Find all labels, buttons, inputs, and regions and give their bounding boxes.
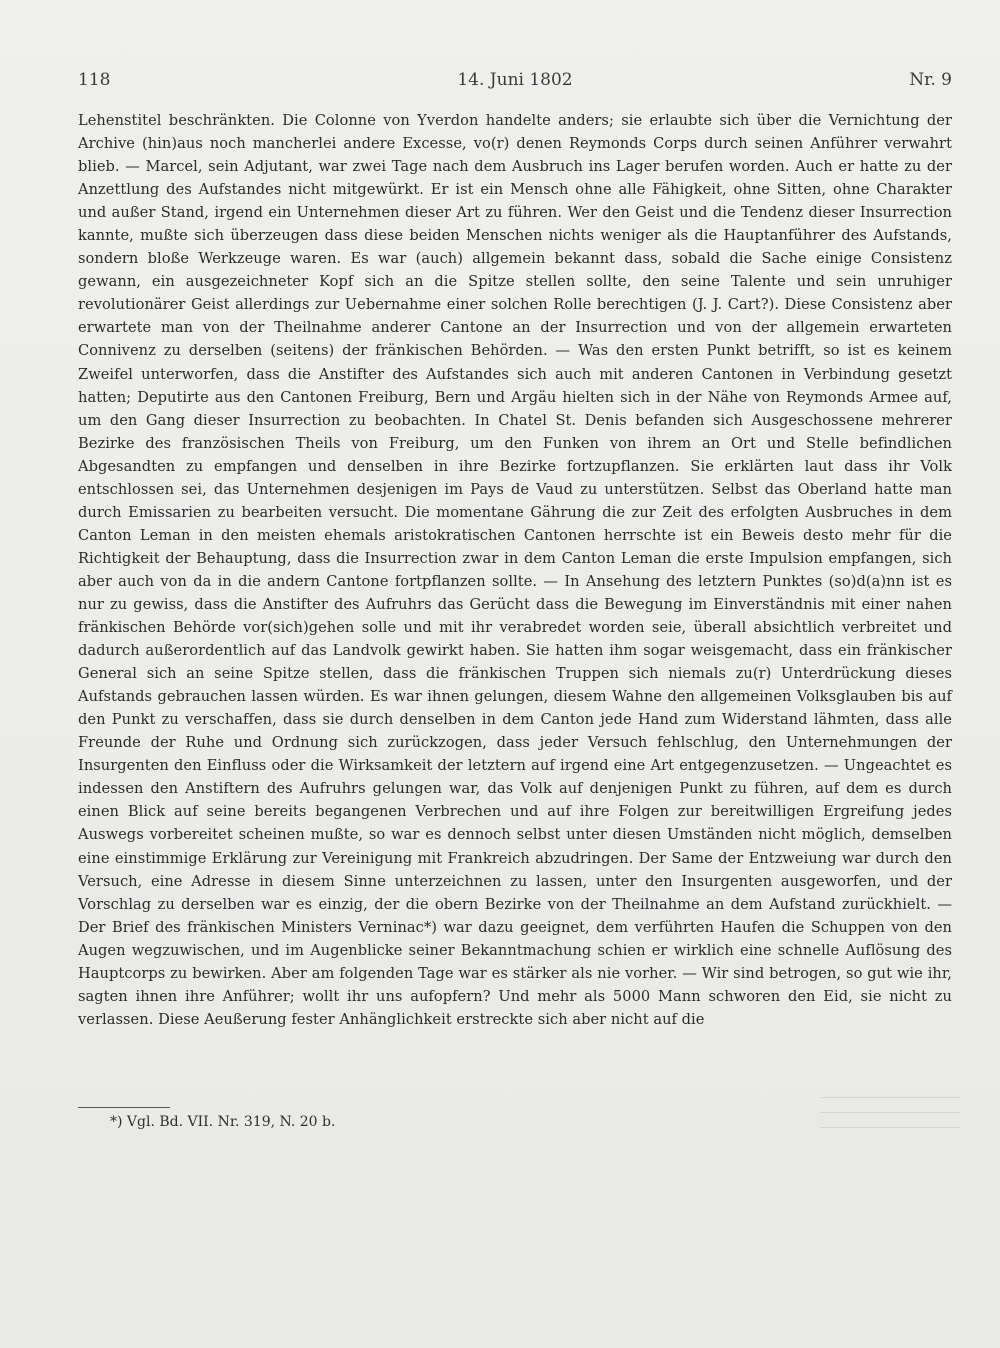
body-text: Lehenstitel beschränkten. Die Colonne von Yverdon handelte anders; sie erlaubte sich über die Vernichtung der Archive (hin)aus noch mancherlei andere Excesse, vo(r) denen Reymonds Corps durch seinen Anführer verwahrt blieb. — Marcel, sein Adjutant, war zwei Tage nach dem Ausbruch ins Lager berufen worden. Auch er hatte zu der Anzettlung des Aufstandes nicht mitgewürkt. Er ist ein Mensch ohne alle Fähigkeit, ohne Sitten, ohne Charakter und außer Stand, irgend ein Unternehmen dieser Art zu führen. Wer den Geist und die Tendenz dieser Insurrection kannte, mußte sich überzeugen dass diese beiden Menschen nichts weniger als die Hauptanführer des Aufstands, sondern bloße Werkzeuge waren. Es war (auch) allgemein bekannt dass, sobald die Sache einige Consistenz gewann, ein ausgezeichneter Kopf sich an die Spitze stellen sollte, den seine Talente und sein unruhiger revolutionärer Geist allerdings zur Uebernahme einer solchen Rolle berechtigen (J. J. Cart?). Diese Consistenz aber erwartete man von der Theilnahme anderer Cantone an der Insurrection und von der allgemein erwarteten Connivenz zu derselben (seitens) der fränkischen Behörden. — Was den ersten Punkt betrifft, so ist es keinem Zweifel unterworfen, dass die Anstifter des Aufstandes sich auch mit anderen Cantonen in Verbindung gesetzt hatten; Deputirte aus den Cantonen Freiburg, Bern und Argäu hielten sich in der Nähe von Reymonds Armee auf, um den Gang dieser Insurrection zu beobachten. In Chatel St. Denis befanden sich Ausgeschossene mehrerer Bezirke des französischen Theils von Freiburg, um den Funken von ihrem an Ort und Stelle befindlichen Abgesandten zu empfangen und denselben in ihre Bezirke fortzupflanzen. Sie erklärten laut dass ihr Volk entschlossen sei, das Unternehmen desjenigen im Pays de Vaud zu unterstützen. Selbst das Oberland hatte man durch Emissarien zu bearbeiten versucht. Die momentane Gährung die zur Zeit des erfolgten Ausbruches in dem Canton Leman in den meisten ehemals aristokratischen Cantonen herrschte ist ein Beweis desto mehr für die Richtigkeit der Behauptung, dass die Insurrection zwar in dem Canton Leman die erste Impulsion empfangen, sich aber auch von da in die andern Cantone fortpflanzen sollte. — In Ansehung des letztern Punktes (so)d(a)nn ist es nur zu gewiss, dass die Anstifter des Aufruhrs das Gerücht dass die Bewegung im Einverständnis mit einer nahen fränkischen Behörde vor(sich)gehen solle und mit ihr verabredet worden seie, überall absichtlich verbreitet und dadurch außerordentlich auf das Landvolk gewirkt haben. Sie hatten ihm sogar weisgemacht, dass ein fränkischer General sich an seine Spitze stellen, dass die fränkischen Truppen sich niemals zu(r) Unterdrückung dieses Aufstands gebrauchen lassen würden. Es war ihnen gelungen, diesem Wahne den allgemeinen Volksglauben bis auf den Punkt zu verschaffen, dass sie durch denselben in dem Canton jede Hand zum Widerstand lähmten, dass alle Freunde der Ruhe und Ordnung sich zurückzogen, dass jeder Versuch fehlschlug, den Unternehmungen der Insurgenten den Einfluss oder die Wirksamkeit der letztern auf irgend eine Art entgegenzusetzen. — Ungeachtet es indessen den Anstiftern des Aufruhrs gelungen war, das Volk auf denjenigen Punkt zu führen, auf dem es durch einen Blick auf seine bereits begangenen Verbrechen und auf ihre Folgen zur bereitwilligen Ergreifung jedes Auswegs vorbereitet scheinen mußte, so war es dennoch selbst unter diesen Umständen nicht möglich, demselben eine einstimmige Erklärung zur Vereinigung mit Frankreich abzudringen. Der Same der Entzweiung war durch den Versuch, eine Adresse in diesem Sinne unterzeichnen zu lassen, unter den Insurgenten ausgeworfen, und der Vorschlag zu derselben war es einzig, der die obern Bezirke von der Theilnahme an dem Aufstand zurückhielt. — Der Brief des fränkischen Ministers Verninac*) war dazu geeignet, dem verführten Haufen die Schuppen von den Augen wegzuwischen, und im Augenblicke seiner Bekanntmachung schien er wirklich eine schnelle Auflösung des Hauptcorps zu bewirken. Aber am folgenden Tage war es stärker als nie vorher. — Wir sind betrogen, so gut wie ihr, sagten ihnen ihre Anführer; wollt ihr uns aufopfern? Und mehr als 5000 Mann schworen den Eid, sie nicht zu verlassen. Diese Aeußerung fester Anhänglichkeit erstreckte sich aber nicht auf die bbox=[78, 112, 952, 1028]
page-number: 118 bbox=[78, 70, 111, 90]
issue-number: Nr. 9 bbox=[909, 70, 952, 90]
header-date: 14. Juni 1802 bbox=[457, 70, 573, 90]
page-header bbox=[78, 70, 952, 96]
footnote: *) Vgl. Bd. VII. Nr. 319, N. 20 b. bbox=[110, 1114, 336, 1130]
footnote-divider bbox=[78, 1107, 170, 1108]
bleed-through-texture bbox=[820, 1097, 960, 1145]
